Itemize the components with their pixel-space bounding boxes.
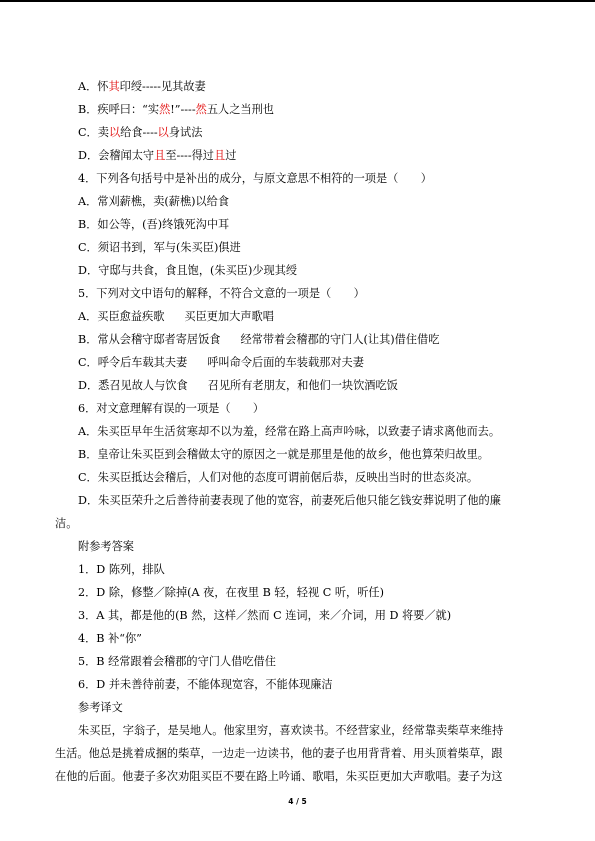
original-text: D．悉召见故人与饮食: [78, 379, 188, 392]
page-top-rule: [0, 0, 595, 2]
text: 五人之当刑也: [206, 103, 274, 116]
text: 身试法: [168, 126, 203, 139]
question-6-option-a: A．朱买臣早年生活贫寒却不以为羞，经常在路上高声吟咏，以致妻子请求离他而去。: [78, 425, 501, 438]
highlight-word: 以: [157, 126, 169, 139]
question-5-option-d: [78, 378, 398, 393]
original-text: C．呼令后车载其夫妻: [78, 356, 188, 369]
answers-title: 附参考答案: [78, 540, 134, 553]
text: A．怀: [78, 80, 109, 93]
answer-item: 2．D 除，修整／除掉(A 夜，在夜里 B 轻，轻视 C 听，听任): [78, 586, 384, 599]
translation-text: 呼叫命令后面的车装载那对夫妻: [207, 356, 364, 369]
highlight-word: 且: [154, 149, 166, 162]
text: 印绶-----见其故妻: [119, 80, 206, 93]
original-text: A．买臣愈益疾歌: [78, 310, 165, 323]
text: !”----: [170, 103, 196, 116]
answer-item: 6．D 并未善待前妻，不能体现宽容，不能体现廉洁: [78, 678, 333, 691]
option-c: [78, 125, 202, 140]
answer-item: 5．B 经常跟着会稽郡的守门人借吃借住: [78, 655, 276, 668]
highlight-word: 以: [108, 126, 121, 139]
option-d: [78, 148, 236, 163]
question-4-option-b: B．如公等，(吾)终饿死沟中耳: [78, 218, 230, 231]
question-6-option-b: B．皇帝让朱买臣到会稽做太守的原因之一就是那里是他的故乡，他也算荣归故里。: [78, 448, 489, 461]
answer-item: 1．D 陈列，排队: [78, 563, 165, 576]
highlight-word: 然: [159, 103, 171, 116]
text: 至----得过: [165, 149, 214, 162]
highlight-word: 然: [195, 103, 207, 116]
translation-title: 参考译文: [78, 701, 123, 714]
question-6-option-c: C．朱买臣抵达会稽后，人们对他的态度可谓前倨后恭，反映出当时的世态炎凉。: [78, 471, 479, 484]
question-6-stem: 6．对文意理解有误的一项是（ ）: [78, 402, 265, 415]
translation-text: 召见所有老朋友，和他们一块饮酒吃饭: [207, 379, 398, 392]
answer-item: 3．A 其，都是他的(B 然，这样／然而 C 连词，来／介词，用 D 将要／就): [78, 609, 452, 622]
page-number: 4 / 5: [288, 797, 307, 806]
question-4-option-d: D．守邸与共食，食且饱，(朱买臣)少现其绶: [78, 264, 298, 277]
option-a: [78, 79, 206, 94]
question-4-option-c: C．须诏书到，军与(朱买臣)俱进: [78, 241, 241, 254]
option-b: [78, 102, 274, 117]
original-text: B．常从会稽守邸者寄居饭食: [78, 333, 221, 346]
text: D．会稽闻太守: [78, 149, 155, 162]
question-4-option-a: A．常刈薪樵，卖(薪樵)以给食: [78, 195, 230, 208]
highlight-word: 其: [108, 80, 120, 93]
question-5-stem: 5．下列对文中语句的解释，不符合文意的一项是（ ）: [78, 287, 365, 300]
translation-line: 生活。他总是挑着成捆的柴草，一边走一边读书，他的妻子也用背背着、用头顶着柴草，跟: [55, 747, 503, 760]
question-5-option-c: [78, 355, 364, 370]
text: B．疾呼曰：“实: [78, 103, 160, 116]
question-5-option-b: [78, 332, 439, 347]
translation-text: 买臣更加大声歌唱: [184, 310, 274, 323]
highlight-word: 且: [214, 149, 226, 162]
text: C．卖: [78, 126, 109, 139]
text: 过: [225, 149, 237, 162]
translation-text: 经常带着会稽郡的守门人(让其)借住借吃: [240, 333, 440, 346]
text: 给食----: [120, 126, 158, 139]
translation-line: 朱买臣，字翁子，是吴地人。他家里穷，喜欢读书。不经营家业，经常靠卖柴草来维持: [78, 724, 504, 737]
question-6-option-d: D．朱买臣荣升之后善待前妻表现了他的宽容，前妻死后他只能乞钱安葬说明了他的廉: [78, 494, 501, 507]
translation-line: 在他的后面。他妻子多次劝阻买臣不要在路上吟诵、歌唱，朱买臣更加大声歌唱。妻子为这: [55, 770, 503, 783]
answer-item: 4．B 补“你”: [78, 632, 142, 645]
question-4-stem: 4．下列各句括号中是补出的成分，与原文意思不相符的一项是（ ）: [78, 172, 432, 185]
question-5-option-a: [78, 309, 274, 324]
question-6-option-d-continued: 洁。: [55, 517, 78, 530]
